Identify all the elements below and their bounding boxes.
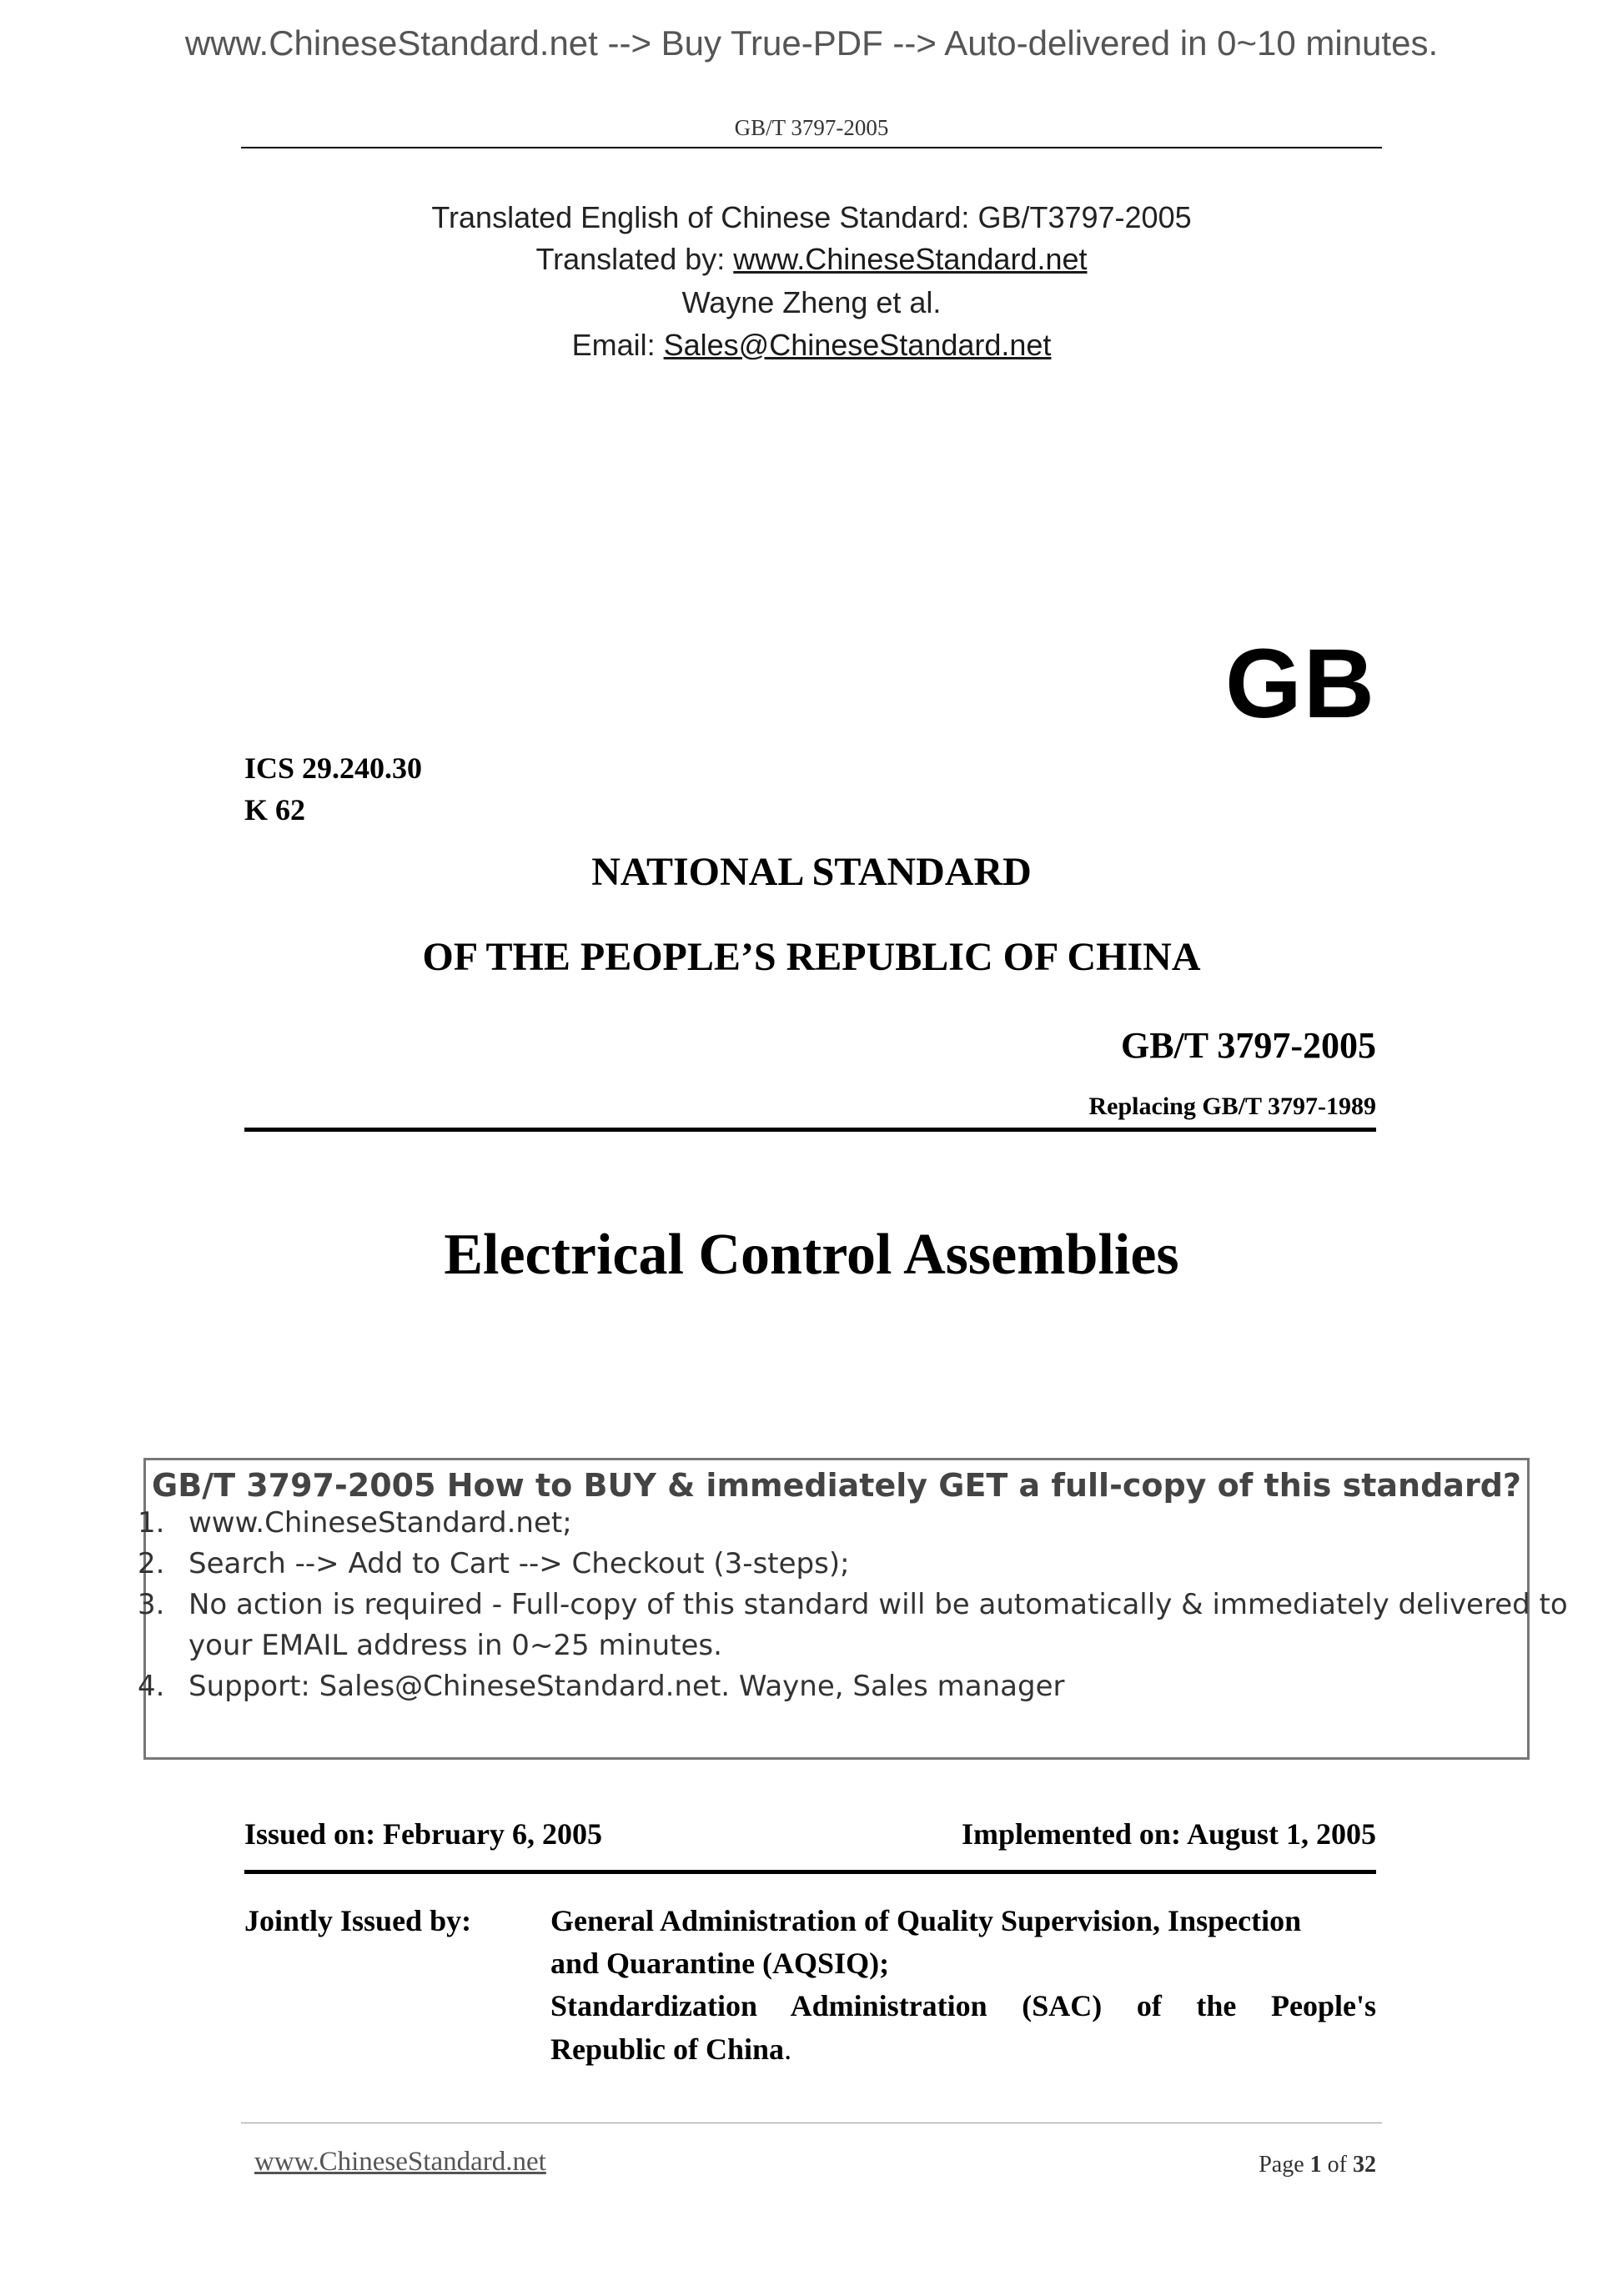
translator-names: Wayne Zheng et al. — [681, 285, 942, 319]
gb-logo: GB — [1225, 629, 1376, 739]
replacing-note: Replacing GB/T 3797-1989 — [1088, 1093, 1376, 1120]
top-banner: www.ChineseStandard.net --> Buy True-PDF --> Auto-delivered in 0~10 minutes. — [184, 23, 1439, 63]
translated-by-line — [0, 242, 1623, 277]
jointly-issued-label: Jointly Issued by: — [244, 1904, 472, 1937]
issuer-line: Standardization Administration (SAC) of the People's — [550, 1989, 1376, 2022]
ics-code: ICS 29.240.30 — [244, 751, 423, 785]
header-doc-code: GB/T 3797-2005 — [734, 115, 889, 140]
category-code: K 62 — [244, 793, 306, 826]
buy-step: 1. www.ChineseStandard.net; — [138, 1506, 572, 1540]
translator-site-link[interactable]: www.ChineseStandard.net — [733, 242, 1088, 276]
buy-step: 4. Support: Sales@ChineseStandard.net. Wayne, Sales manager — [138, 1670, 1065, 1703]
standard-number: GB/T 3797-2005 — [1120, 1025, 1376, 1066]
standard-title-line2: OF THE PEOPLE’S REPUBLIC OF CHINA — [422, 935, 1201, 979]
dates-rule — [244, 1870, 1376, 1874]
buy-step: your EMAIL address in 0~25 minutes. — [188, 1629, 722, 1662]
translated-by-label: Translated by: — [535, 242, 734, 276]
title-rule — [244, 1128, 1376, 1132]
issuer-line: Republic of China. — [550, 2032, 792, 2066]
header-rule — [241, 147, 1382, 148]
issuer-line: and Quarantine (AQSIQ); — [550, 1947, 890, 1980]
issued-date: Issued on: February 6, 2005 — [244, 1817, 603, 1851]
email-line — [0, 328, 1623, 363]
standard-title-line1: NATIONAL STANDARD — [591, 850, 1032, 894]
implemented-date: Implemented on: August 1, 2005 — [961, 1817, 1376, 1851]
email-label: Email: — [571, 328, 664, 362]
issuer-line: General Administration of Quality Supervision, Inspection — [550, 1904, 1302, 1937]
translation-line: Translated English of Chinese Standard: GB/T3797-2005 — [431, 200, 1192, 234]
buy-box-heading: GB/T 3797-2005 How to BUY & immediately GET a full-copy of this standard? — [152, 1467, 1521, 1504]
standard-name: Electrical Control Assemblies — [444, 1223, 1179, 1287]
buy-step: 2. Search --> Add to Cart --> Checkout (3-steps); — [138, 1547, 850, 1580]
email-link[interactable]: Sales@ChineseStandard.net — [663, 328, 1052, 362]
footer-site-link[interactable]: www.ChineseStandard.net — [254, 2147, 546, 2177]
page-number: Page 1 of 32 — [1259, 2152, 1376, 2178]
buy-step: 3. No action is required - Full-copy of this standard will be automatically & immediately delivered to — [138, 1588, 1568, 1621]
